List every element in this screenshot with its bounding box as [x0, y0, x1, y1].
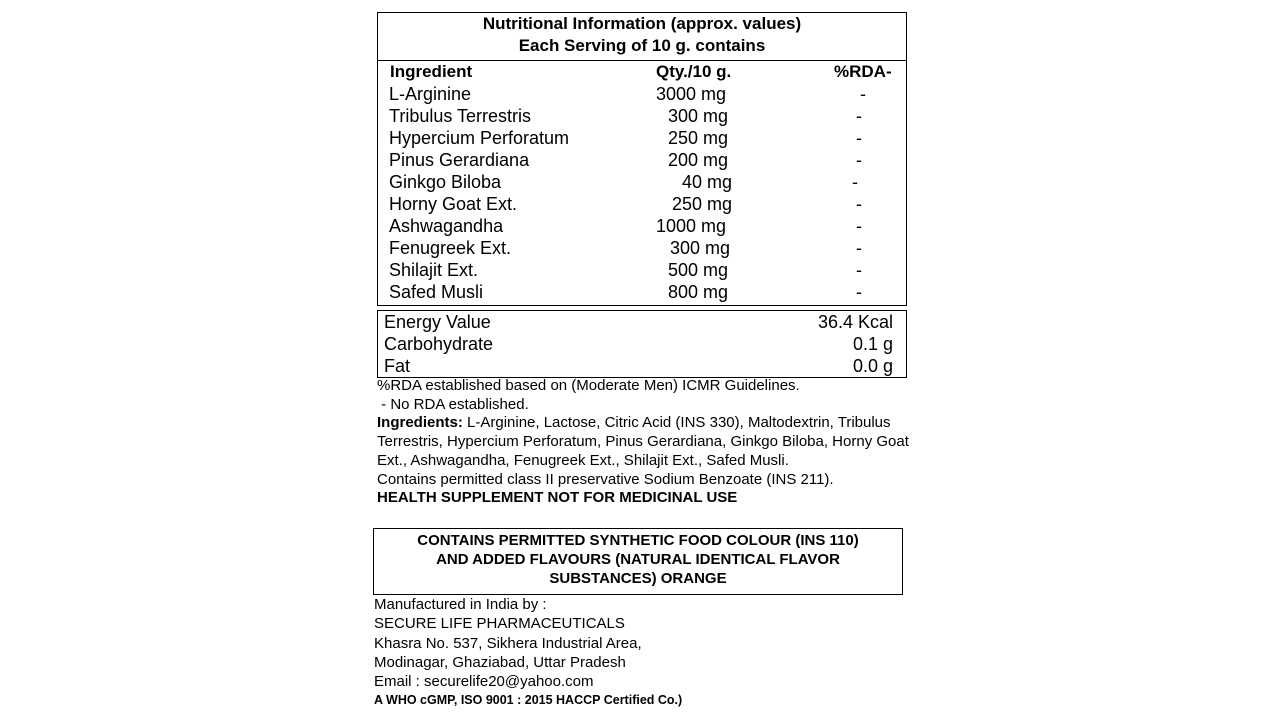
nutrition-table: [377, 12, 907, 306]
column-header-ingredient: Ingredient: [390, 62, 473, 81]
ingredient-name: Ashwagandha: [389, 216, 504, 236]
no-rda-note: - No RDA established.: [377, 395, 529, 413]
ingredient-name: Safed Musli: [389, 282, 484, 302]
ingredient-name: Ginkgo Biloba: [389, 172, 502, 192]
ingredient-rda: -: [856, 106, 862, 126]
label-notes: [377, 377, 917, 508]
nutrition-header: [378, 13, 906, 61]
ingredient-name: Tribulus Terrestris: [389, 106, 532, 126]
energy-value: 0.1 g: [852, 334, 893, 354]
manufacturer-email: Email : securelife20@yahoo.com: [374, 673, 594, 691]
ingredient-rows: [378, 83, 906, 303]
energy-rows: [378, 311, 906, 377]
ingredient-qty: 200 mg: [668, 150, 729, 170]
column-header-qty: Qty./10 g.: [656, 62, 732, 81]
ingredient-qty: 300 mg: [668, 106, 729, 126]
energy-value: 36.4 Kcal: [817, 312, 893, 332]
ingredient-rda: -: [856, 260, 862, 280]
ingredient-rda: -: [856, 282, 862, 302]
colour-line-3: SUBSTANCES) ORANGE: [549, 570, 727, 587]
energy-row: [378, 355, 906, 377]
ingredient-rda: -: [856, 128, 862, 148]
manufacturer-address-2: Modinagar, Ghaziabad, Uttar Pradesh: [374, 653, 626, 671]
ingredient-name: Pinus Gerardiana: [389, 150, 530, 170]
ingredient-row: [378, 127, 906, 149]
rda-note: %RDA established based on (Moderate Men) ICMR Guidelines.: [377, 377, 800, 394]
ingredient-row: [378, 215, 906, 237]
ingredient-row: [378, 259, 906, 281]
colour-line-1: CONTAINS PERMITTED SYNTHETIC FOOD COLOUR (INS 110): [417, 532, 859, 549]
ingredient-row: [378, 237, 906, 259]
ingredient-row: [378, 83, 906, 105]
energy-row: [378, 333, 906, 355]
ingredients-statement: [377, 414, 917, 470]
ingredient-rda: -: [856, 194, 862, 214]
manufacturer-info: [374, 595, 934, 709]
ingredients-label: Ingredients:: [377, 414, 463, 432]
ingredient-rda: -: [860, 84, 866, 104]
ingredient-qty: 40 mg: [682, 172, 733, 192]
ingredient-row: [378, 193, 906, 215]
ingredient-qty: 250 mg: [672, 194, 733, 214]
ingredient-row: [378, 171, 906, 193]
manufacturer-company: SECURE LIFE PHARMACEUTICALS: [374, 615, 625, 633]
nutrition-title: Nutritional Information (approx. values): [482, 14, 802, 33]
ingredient-rda: -: [852, 172, 858, 192]
manufacturer-heading: Manufactured in India by :: [374, 596, 547, 613]
ingredients-list: L-Arginine, Lactose, Citric Acid (INS 330), Maltodextrin, Tribulus Terrestris, Hypercium Perforatum, Pinus Gerardiana, Ginkgo Biloba, Horny Goat Ext., Ashwagandha, Fenugreek Ext., Shilajit Ext., Safed Musli.: [377, 414, 909, 469]
ingredient-row: [378, 149, 906, 171]
ingredient-name: Horny Goat Ext.: [389, 194, 518, 214]
manufacturer-address-1: Khasra No. 537, Sikhera Industrial Area,: [374, 634, 642, 652]
ingredient-rda: -: [856, 238, 862, 258]
colour-declaration-box: [373, 528, 903, 595]
energy-label: Energy Value: [384, 312, 491, 332]
energy-label: Carbohydrate: [384, 334, 494, 354]
energy-row: [378, 311, 906, 333]
ingredient-qty: 3000 mg: [656, 84, 727, 104]
preservative-note: Contains permitted class II preservative Sodium Benzoate (INS 211).: [377, 470, 834, 488]
ingredient-name: L-Arginine: [389, 84, 472, 104]
serving-size: Each Serving of 10 g. contains: [518, 36, 766, 55]
health-supplement-note: HEALTH SUPPLEMENT NOT FOR MEDICINAL USE: [377, 489, 738, 507]
ingredient-qty: 1000 mg: [656, 216, 727, 236]
certification-note: A WHO cGMP, ISO 9001 : 2015 HACCP Certified Co.): [374, 693, 683, 708]
ingredient-name: Hypercium Perforatum: [389, 128, 570, 148]
ingredient-qty: 250 mg: [668, 128, 729, 148]
ingredient-name: Fenugreek Ext.: [389, 238, 512, 258]
ingredient-row: [378, 281, 906, 303]
ingredient-rda: -: [856, 216, 862, 236]
ingredient-qty: 800 mg: [668, 282, 729, 302]
column-header-rda: %RDA-: [834, 62, 892, 81]
colour-line-2: AND ADDED FLAVOURS (NATURAL IDENTICAL FLAVOR: [436, 551, 840, 568]
energy-value: 0.0 g: [852, 356, 893, 376]
energy-table: [377, 310, 907, 378]
ingredient-rda: -: [856, 150, 862, 170]
ingredient-qty: 300 mg: [670, 238, 731, 258]
energy-label: Fat: [384, 356, 411, 376]
ingredient-qty: 500 mg: [668, 260, 729, 280]
nutrition-column-headers: [378, 61, 906, 83]
ingredient-name: Shilajit Ext.: [389, 260, 479, 280]
ingredient-row: [378, 105, 906, 127]
